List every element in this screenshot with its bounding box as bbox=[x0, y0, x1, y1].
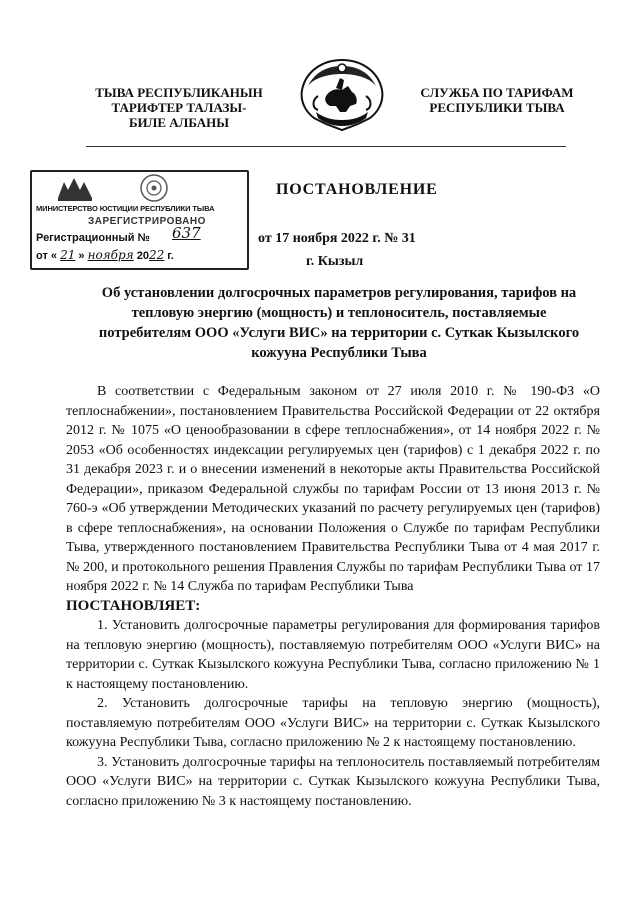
stamp-date-prefix: от « bbox=[36, 250, 58, 262]
header-left-line: ТАРИФТЕР ТАЛАЗЫ- bbox=[111, 100, 247, 115]
header-right-line: СЛУЖБА ПО ТАРИФАМ bbox=[420, 85, 574, 100]
subject-line: Об установлении долгосрочных параметров регулирования, тарифов на bbox=[101, 285, 577, 301]
document-title: ПОСТАНОВЛЕНИЕ bbox=[276, 181, 438, 198]
coat-of-arms-emblem-icon bbox=[296, 56, 388, 139]
stamp-registered-label: ЗАРЕГИСТРИРОВАНО bbox=[88, 216, 206, 227]
stamp-date-month: ноября bbox=[87, 248, 134, 262]
header-left-org-name bbox=[84, 85, 274, 130]
stamp-seal-icon bbox=[136, 173, 172, 208]
decree-item: 1. Установить долгосрочные параметры регулирования для формирования тарифов на тепловую энергию (мощность), поставляемую потребителям ООО «Услуги ВИС» на территории с. Суткак Кызылского кожууна Республики Тыва, согласно приложению № 1 к настоящему постановлению. bbox=[66, 618, 600, 692]
document-city: г. Кызыл bbox=[306, 254, 364, 269]
document-subject bbox=[66, 283, 612, 363]
stamp-number-label: Регистрационный № bbox=[36, 232, 150, 244]
stamp-date-year: 22 bbox=[148, 248, 165, 262]
header-right-line: РЕСПУБЛИКИ ТЫВА bbox=[429, 100, 565, 115]
registration-stamp bbox=[30, 170, 249, 270]
stamp-date-mid: » bbox=[78, 250, 85, 262]
decree-word: ПОСТАНОВЛЯЕТ: bbox=[66, 597, 201, 614]
header-right-org-name bbox=[402, 85, 592, 115]
header-left-line: ТЫВА РЕСПУБЛИКАНЫН bbox=[95, 85, 263, 100]
stamp-ministry-logo-icon bbox=[54, 176, 98, 207]
subject-line: тепловую энергию (мощность) и теплоноситель, поставляемые bbox=[131, 305, 547, 321]
header-left-line: БИЛЕ АЛБАНЫ bbox=[128, 115, 230, 130]
document-date-number: от 17 ноября 2022 г. № 31 bbox=[258, 231, 416, 246]
stamp-date-suffix: г. bbox=[167, 250, 174, 262]
decree-item: 3. Установить долгосрочные тарифы на теплоноситель поставляемый потребителям ООО «Услуги ВИС» на территории с. Суткак Кызылского кожууна Республики Тыва, согласно приложению № 3 к настоящему постановлению. bbox=[66, 754, 600, 809]
subject-line: кожууна Республики Тыва bbox=[251, 345, 427, 361]
header-divider bbox=[86, 146, 566, 147]
stamp-date bbox=[36, 248, 174, 262]
decree-item: 2. Установить долгосрочные тарифы на тепловую энергию (мощность), поставляемую потребителям ООО «Услуги ВИС» на территории с. Суткак Кызылского кожууна Республики Тыва, согласно приложению № 2 к настоящему постановлению. bbox=[66, 696, 600, 750]
subject-line: потребителям ООО «Услуги ВИС» на территории с. Суткак Кызылского bbox=[98, 325, 580, 341]
preamble-paragraph: В соответствии с Федеральным законом от 27 июля 2010 г. № 190-ФЗ «О теплоснабжении», постановлением Правительства Российской Федерации от 22 октября 2012 г. № 1075 «О ценообразовании в сфере теплоснабжения», от 14 ноября 2022 г. № 2053 «Об особенностях индексации регулируемых цен (тарифов) с 1 декабря 2022 г. по 31 декабря 2023 г. и о внесении изменений в некоторые акты Правительства Российской Федерации», приказом Федеральной службы по тарифам России от 13 июня 2013 г. № 760-э «Об утверждении Методических указаний по расчету регулируемых цен (тарифов) в сфере теплоснабжения», на основании Положения о Службе по тарифам Республики Тыва, утвержденного постановлением Правительства Республики Тыва от 4 мая 2017 г. № 200, и протокольного решения Правления Службы по тарифам Республики Тыва от 17 ноября 2022 г. № 14 Служба по тарифам Республики Тыва bbox=[66, 384, 600, 594]
stamp-date-day: 21 bbox=[60, 248, 76, 262]
document-body bbox=[66, 382, 600, 811]
stamp-date-year-prefix: 20 bbox=[136, 250, 149, 262]
stamp-ministry-name: МИНИСТЕРСТВО ЮСТИЦИИ РЕСПУБЛИКИ ТЫВА bbox=[36, 204, 215, 213]
stamp-number-value: 637 bbox=[172, 224, 201, 242]
